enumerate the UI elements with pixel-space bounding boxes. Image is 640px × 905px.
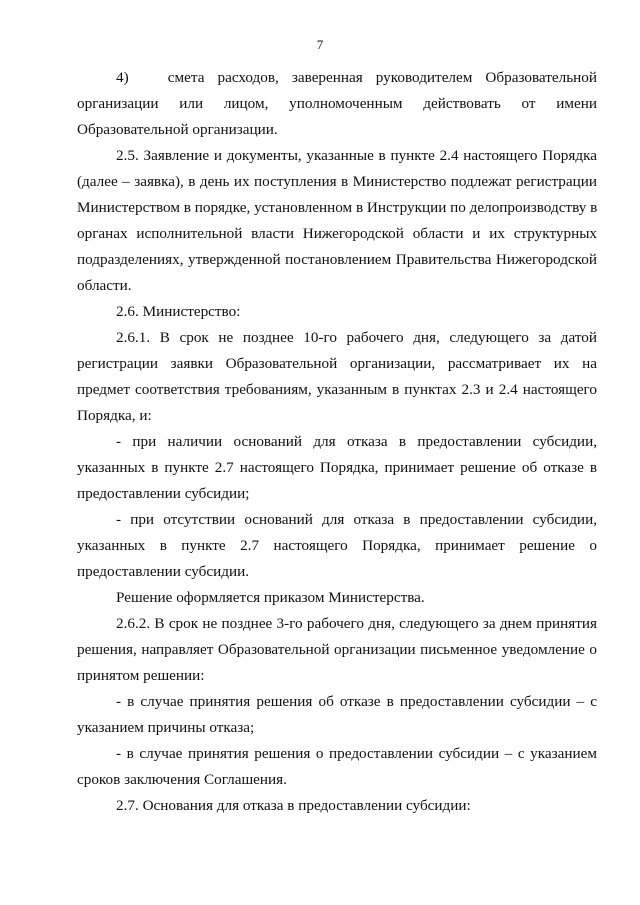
text-line: Министерством в порядке, установленном в Инструкции по делопроизводству в [77,199,598,216]
text-line: 2.6. Министерство: [116,303,241,320]
text-line: 2.7. Основания для отказа в предоставлении субсидии: [116,797,471,814]
text-line: - при наличии оснований для отказа в предоставлении субсидии, [116,433,597,450]
text-line: (далее – заявка), в день их поступления в Министерство подлежат регистрации [77,173,597,190]
text-line: предмет соответствия требованиям, указанным в пунктах 2.3 и 2.4 настоящего [77,381,597,398]
text-line: - при отсутствии оснований для отказа в предоставлении субсидии, [116,511,597,528]
text-line: сроков заключения Соглашения. [77,771,287,788]
text-line: Образовательной организации. [77,121,278,138]
text-line: 2.6.1. В срок не позднее 10-го рабочего дня, следующего за датой [116,329,597,346]
text-line: Порядка, и: [77,407,152,424]
text-line: предоставлении субсидии. [77,563,250,580]
text-line: регистрации заявки Образовательной организации, рассматривает их на [77,355,597,372]
text-line: предоставлении субсидии; [77,485,250,502]
text-line: 4) смета расходов, заверенная руководителем Образовательной [116,69,597,86]
text-line: 2.6.2. В срок не позднее 3-го рабочего дня, следующего за днем принятия [116,615,597,632]
text-line: организации или лицом, уполномоченным действовать от имени [77,95,597,112]
text-line: Решение оформляется приказом Министерства. [116,589,425,606]
text-line: указанных в пункте 2.7 настоящего Порядка, принимает решение о [77,537,597,554]
text-line: указанием причины отказа; [77,719,255,736]
text-line: подразделениях, утвержденной постановлением Правительства Нижегородской [77,251,597,268]
page-number: 7 [316,37,324,52]
text-line: 2.5. Заявление и документы, указанные в пункте 2.4 настоящего Порядка [116,147,597,164]
text-line: принятом решении: [77,667,205,684]
text-line: органах исполнительной власти Нижегородской области и их структурных [77,225,597,242]
text-line: - в случае принятия решения о предоставлении субсидии – с указанием [116,745,597,762]
text-line: указанных в пункте 2.7 настоящего Порядка, принимает решение об отказе в [77,459,597,476]
text-line: решения, направляет Образовательной организации письменное уведомление о [77,641,597,658]
text-line: - в случае принятия решения об отказе в предоставлении субсидии – с [116,693,597,710]
text-line: области. [77,277,132,294]
